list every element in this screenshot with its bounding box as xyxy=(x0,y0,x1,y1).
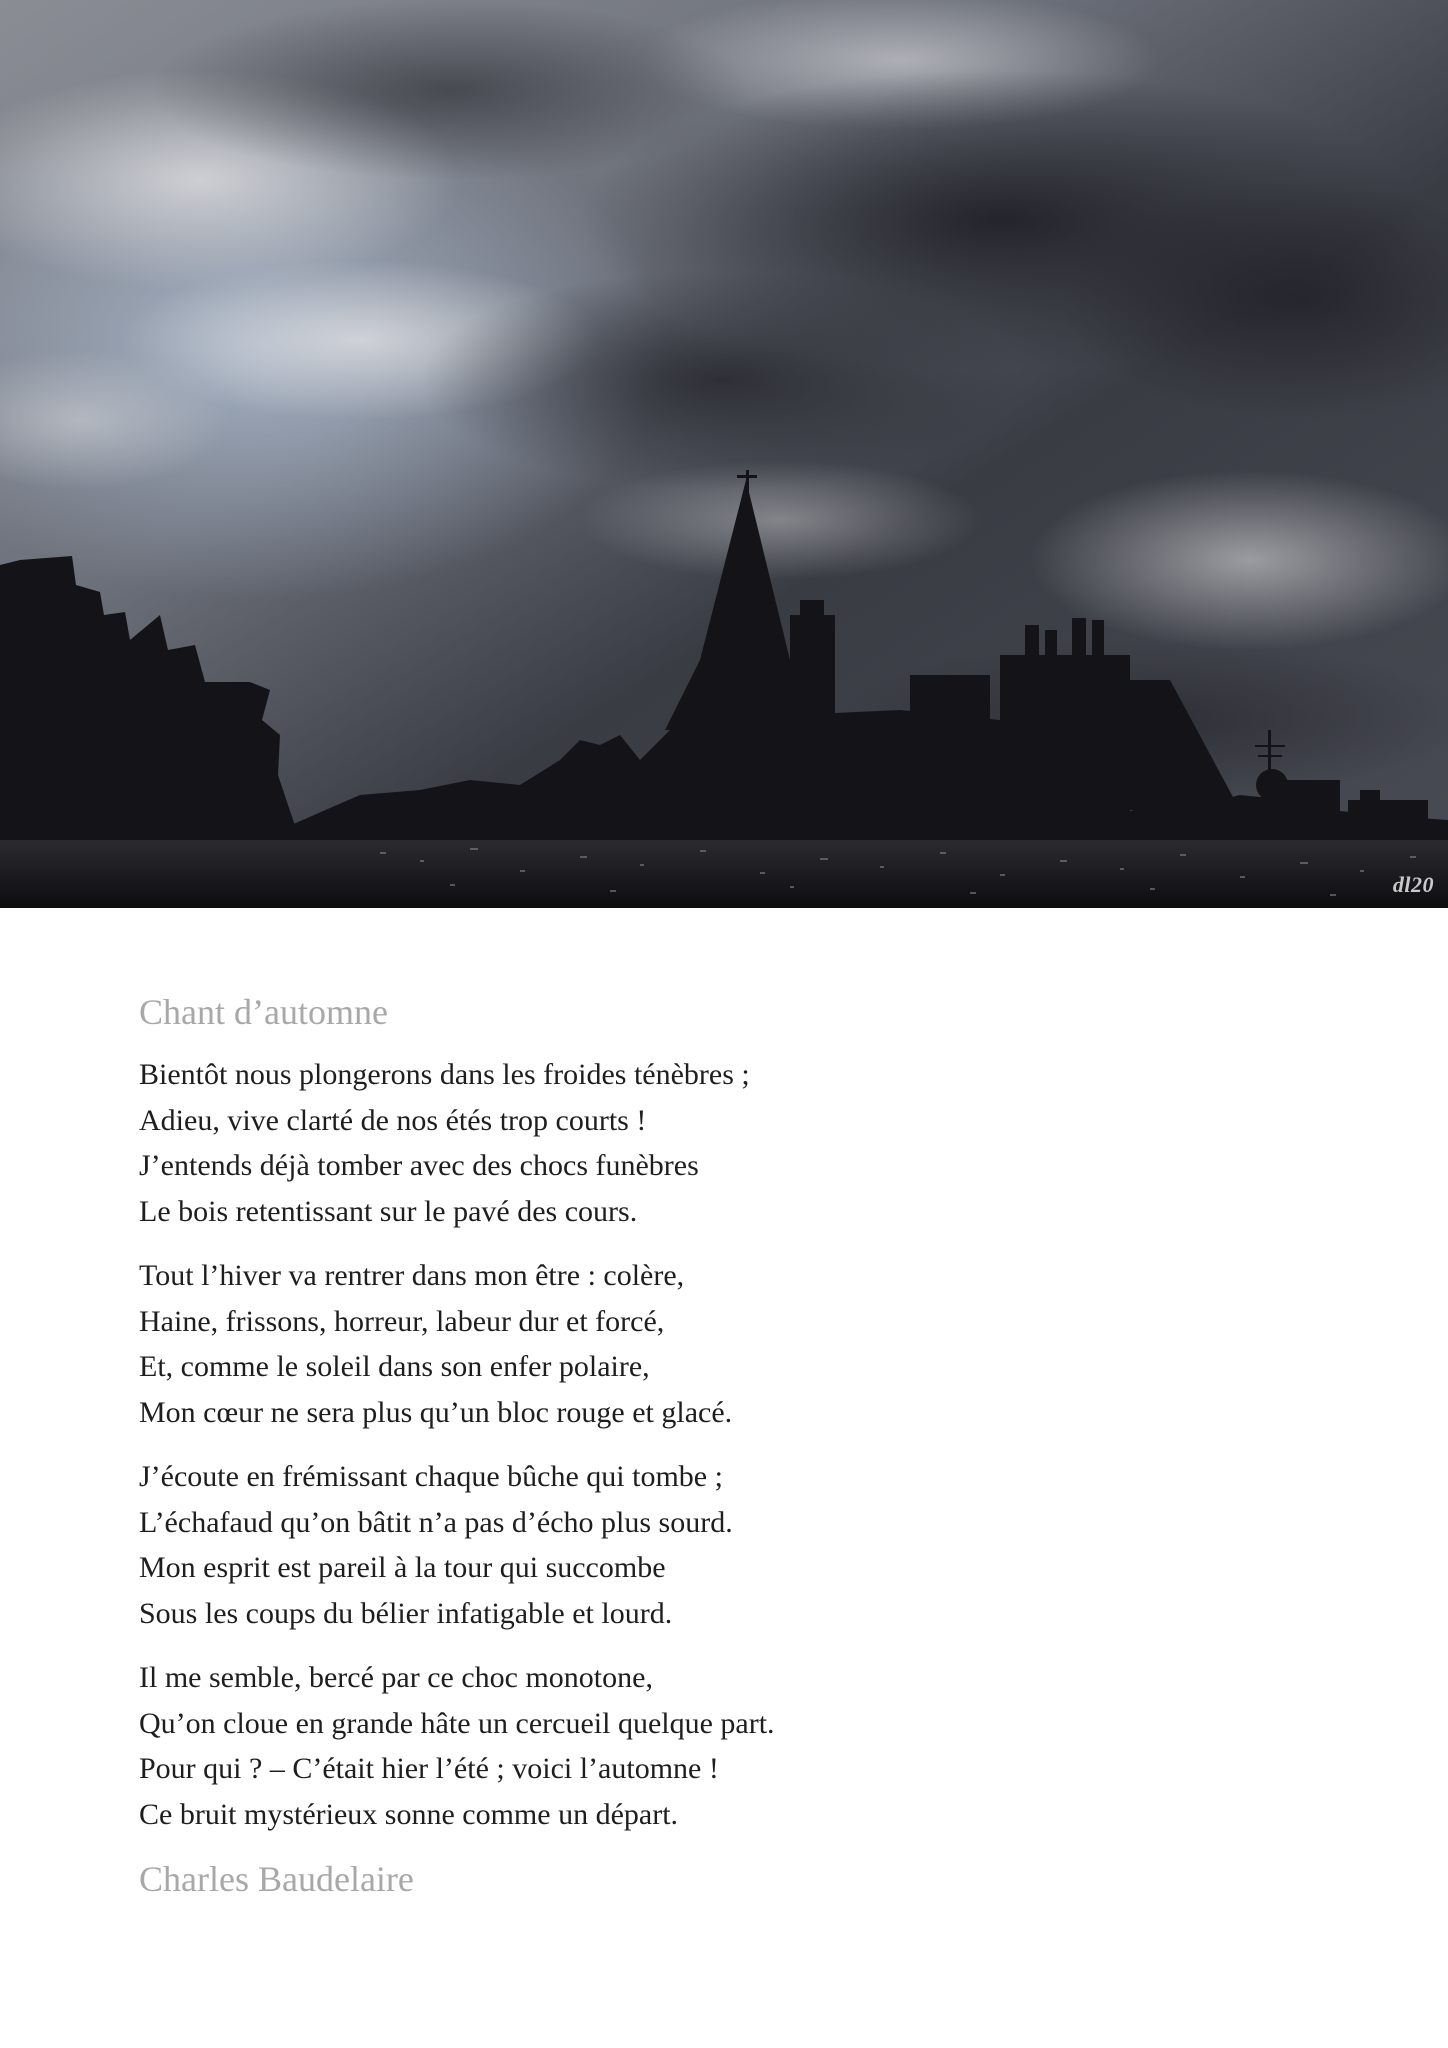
poem-title: Chant d’automne xyxy=(139,992,388,1032)
poem-line: Haine, frissons, horreur, labeur dur et forcé, xyxy=(139,1304,665,1338)
stanza-2 xyxy=(139,1253,1319,1435)
poem-line: Ce bruit mystérieux sonne comme un départ. xyxy=(139,1797,679,1831)
poem-line: J’entends déjà tomber avec des chocs funèbres xyxy=(139,1149,699,1182)
poem-line: Mon cœur ne sera plus qu’un bloc rouge et glacé. xyxy=(139,1395,733,1429)
photo-signature: dl20 xyxy=(1392,872,1434,897)
stanza-3 xyxy=(139,1454,1319,1636)
stanza-1 xyxy=(139,1052,1319,1234)
poem-line: J’écoute en frémissant chaque bûche qui tombe ; xyxy=(139,1460,723,1493)
poem-line: Sous les coups du bélier infatigable et lourd. xyxy=(139,1596,673,1630)
poem-line: Qu’on cloue en grande hâte un cercueil quelque part. xyxy=(139,1706,775,1740)
poem xyxy=(139,990,1319,1901)
rooftop-photo xyxy=(0,0,1448,908)
poem-line: Mon esprit est pareil à la tour qui succombe xyxy=(139,1551,666,1584)
poem-author: Charles Baudelaire xyxy=(139,1859,414,1899)
poem-line: Pour qui ? – C’était hier l’été ; voici l’automne ! xyxy=(139,1752,719,1785)
poem-line: Et, comme le soleil dans son enfer polaire, xyxy=(139,1350,650,1383)
poem-line: Tout l’hiver va rentrer dans mon être : colère, xyxy=(139,1259,685,1292)
poem-line: Adieu, vive clarté de nos étés trop courts ! xyxy=(139,1103,647,1137)
poem-line: Il me semble, bercé par ce choc monotone, xyxy=(139,1661,653,1694)
stanza-4 xyxy=(139,1655,1319,1837)
poem-line: L’échafaud qu’on bâtit n’a pas d’écho plus sourd. xyxy=(139,1505,733,1539)
poem-line: Le bois retentissant sur le pavé des cours. xyxy=(139,1194,638,1228)
poem-line: Bientôt nous plongerons dans les froides ténèbres ; xyxy=(139,1058,750,1091)
